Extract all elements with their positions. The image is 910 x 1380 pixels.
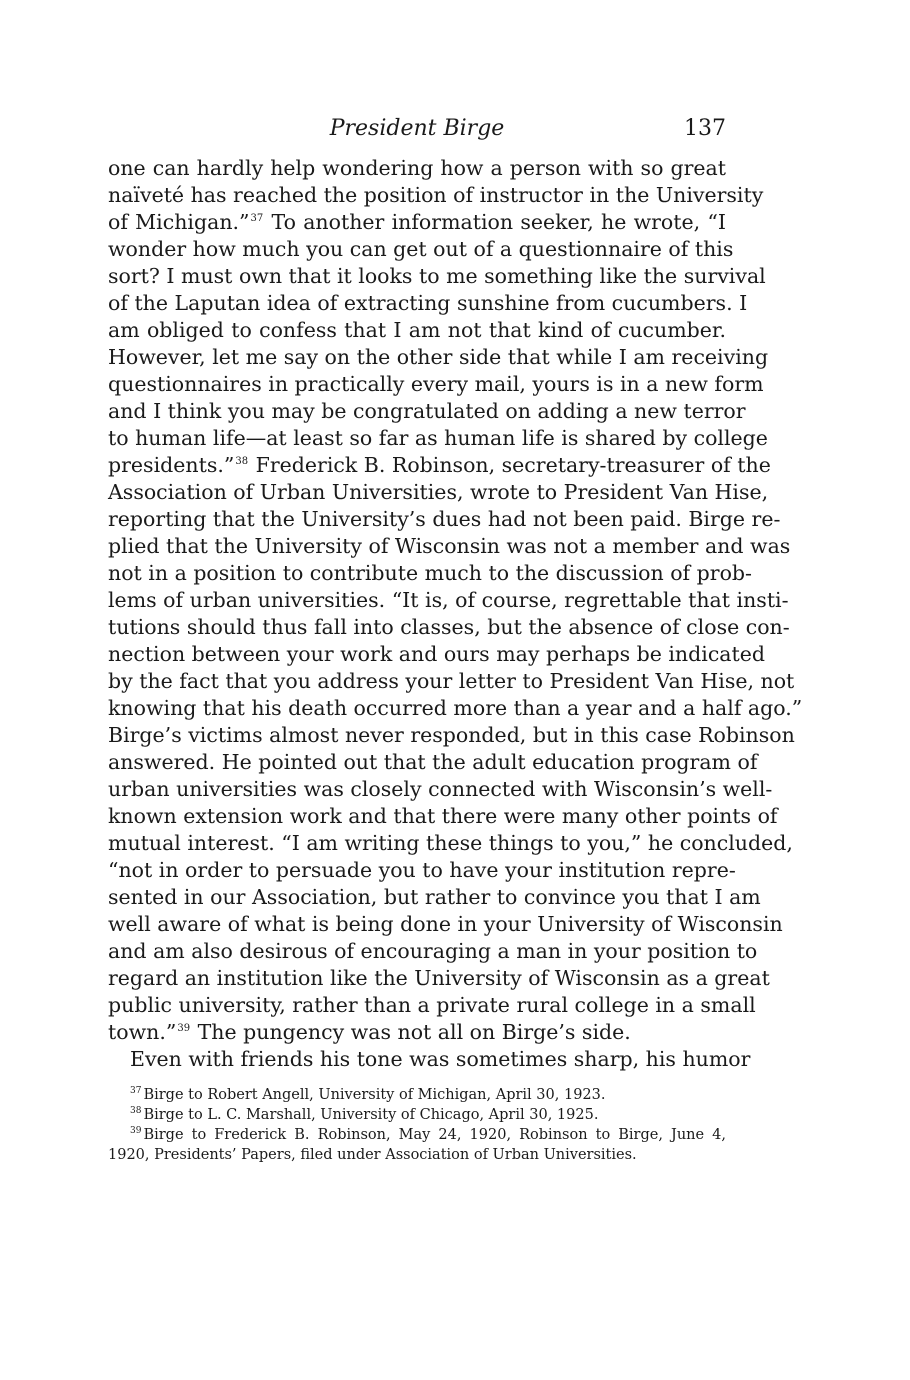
paragraph-start-line: Even with friends his tone was sometimes sharp, his humor <box>130 1047 751 1071</box>
text-line: and am also desirous of encouraging a man in your position to <box>108 939 758 963</box>
text-line: wonder how much you can get out of a questionnaire of this <box>108 237 734 261</box>
text-line: tutions should thus fall into classes, but the absence of close con- <box>108 615 790 639</box>
page-number: 137 <box>684 116 726 141</box>
text-line: mutual interest. “I am writing these things to you,” he concluded, <box>108 831 793 855</box>
text-line: presidents.”$^{38}$ Frederick B. Robinson, secretary-treasurer of the <box>108 453 771 477</box>
footnote-ref: 38 <box>235 456 249 467</box>
text-line: of the Laputan idea of extracting sunshine from cucumbers. I <box>108 291 748 315</box>
text-line: and I think you may be congratulated on adding a new terror <box>108 399 746 423</box>
text-line: knowing that his death occurred more than a year and a half ago.” <box>108 696 803 720</box>
text-line: by the fact that you address your letter to President Van Hise, not <box>108 669 795 693</box>
text-line: urban universities was closely connected with Wisconsin’s well- <box>108 777 773 801</box>
footnote-ref: 37 <box>250 213 264 224</box>
running-title: President Birge <box>329 116 505 141</box>
text-line: answered. He pointed out that the adult education program of <box>108 750 758 774</box>
text-line: town.”$^{39}$ The pungency was not all on Birge’s side. <box>108 1020 631 1044</box>
body-text <box>108 155 803 1073</box>
text-line: not in a position to contribute much to the discussion of prob- <box>108 561 752 585</box>
text-line: to human life—at least so far as human life is shared by college <box>108 426 768 450</box>
text-line: Birge’s victims almost never responded, but in this case Robinson <box>108 723 795 747</box>
running-head <box>108 113 726 145</box>
footnote-continuation: 1920, Presidents’ Papers, filed under Association of Urban Universities. <box>108 1147 637 1163</box>
text-line: “not in order to persuade you to have your institution repre- <box>108 858 736 882</box>
footnote-ref: 39 <box>177 1023 191 1034</box>
text-line: regard an institution like the University of Wisconsin as a great <box>108 966 770 990</box>
text-line: reporting that the University’s dues had not been paid. Birge re- <box>108 507 781 531</box>
text-line: am obliged to confess that I am not that kind of cucumber. <box>108 318 726 342</box>
text-line: However, let me say on the other side that while I am receiving <box>108 345 769 369</box>
footnote-marker: 39 <box>130 1126 142 1136</box>
text-line: naïveté has reached the position of instructor in the University <box>108 183 764 207</box>
text-line: one can hardly help wondering how a person with so great <box>108 156 726 180</box>
text-line: public university, rather than a private rural college in a small <box>108 993 756 1017</box>
text-line: questionnaires in practically every mail, yours is in a new form <box>108 372 764 396</box>
footnote: $^{38}$ Birge to L. C. Marshall, University of Chicago, April 30, 1925. <box>130 1106 599 1123</box>
footnote-marker: 38 <box>130 1106 142 1116</box>
text-line: sented in our Association, but rather to convince you that I am <box>108 885 761 909</box>
text-line: known extension work and that there were many other points of <box>108 804 778 828</box>
text-line: well aware of what is being done in your University of Wisconsin <box>108 912 783 936</box>
footnote-marker: 37 <box>130 1086 142 1096</box>
text-line: of Michigan.”$^{37}$ To another information seeker, he wrote, “I <box>108 210 726 234</box>
footnote: $^{37}$ Birge to Robert Angell, University of Michigan, April 30, 1923. <box>130 1086 606 1103</box>
footnote: $^{39}$ Birge to Frederick B. Robinson, May 24, 1920, Robinson to Birge, June 4, <box>130 1126 726 1143</box>
text-line: lems of urban universities. “It is, of course, regrettable that insti- <box>108 588 789 612</box>
text-line: Association of Urban Universities, wrote to President Van Hise, <box>108 480 769 504</box>
text-line: sort? I must own that it looks to me something like the survival <box>108 264 766 288</box>
text-line: plied that the University of Wisconsin was not a member and was <box>108 534 791 558</box>
text-line: nection between your work and ours may perhaps be indicated <box>108 642 766 666</box>
footnotes <box>108 1085 726 1165</box>
